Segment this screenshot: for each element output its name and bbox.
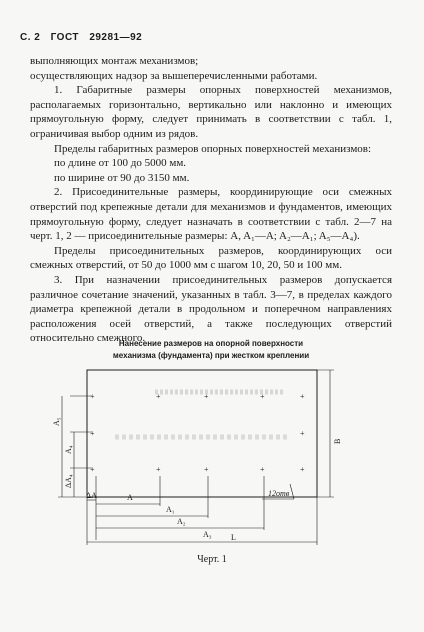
- paragraph-1: 1. Габаритные размеры опорных поверхностей механизмов, располагаемых горизонтально, вертикально или наклонно и имеющих прямоугольную форму, следует принимать в соответствии с табл. 1, ограничивая выбор одним из рядов.: [30, 84, 392, 140]
- holes-label: 12отв: [268, 489, 290, 498]
- hole-marker: +: [204, 465, 209, 474]
- hole-marker: +: [90, 465, 95, 474]
- dim-label-delta-a4: ΔA₄: [64, 474, 73, 488]
- dim-label-a1: A₁: [166, 505, 175, 514]
- dim-label-a2: A₂: [177, 517, 186, 526]
- paragraph-4: Пределы присоединительных размеров, координирующих оси смежных отверстий, от 50 до 1000 мм с шагом 10, 20, 50 и 100 мм.: [30, 244, 392, 272]
- dim-label-a3: A₃: [203, 530, 212, 539]
- figure-caption-line-1: Нанесение размеров на опорной поверхности: [118, 339, 304, 348]
- page-number: С. 2: [20, 32, 41, 43]
- gost-label: ГОСТ: [50, 32, 80, 43]
- paragraph-2b: по ширине от 90 до 3150 мм.: [54, 171, 190, 184]
- hole-marker: +: [156, 392, 161, 401]
- dim-label-b: B: [333, 438, 342, 444]
- figure-title: Черт. 1: [197, 554, 227, 565]
- hole-marker: +: [90, 429, 95, 438]
- support-surface-outline: [87, 370, 317, 497]
- bottom-dimensions: [87, 476, 317, 545]
- paragraph-3: 2. Присоединительные размеры, координирующие оси смежных отверстий под крепежные детали для механизмов и фундаментов, имеющих прямоугольную форму, следует назначать в соответствии с табл. 2—7 на черт. 1, 2 — присоединительные размеры: A, A₁—A; A₂—A₁; A₅—A₄).: [30, 186, 392, 243]
- hole-marker: +: [156, 465, 161, 474]
- right-dimension: [317, 370, 334, 497]
- hole-marker: +: [300, 429, 305, 438]
- hole-marker: +: [204, 392, 209, 401]
- hole-marker: +: [260, 465, 265, 474]
- gost-number: 29281—92: [89, 32, 143, 43]
- dim-label-a4: A₄: [64, 445, 73, 454]
- paragraph-5: 3. При назначении присоединительных размеров допускается различное сочетание значений, указанных в табл. 3—7, в пределах каждого диаметра крепежной детали в продольном и поперечном направлениях расположения осей отверстий, а также последующих отверстий относительно смежного.: [30, 273, 392, 345]
- dim-label-l: L: [231, 533, 236, 542]
- paragraph-2: Пределы габаритных размеров опорных поверхностей механизмов:: [54, 142, 372, 155]
- figure-caption-line-2: механизма (фундамента) при жестком креплении: [112, 351, 310, 360]
- hole-marker: +: [300, 465, 305, 474]
- line-1: выполняющих монтаж механизмов;: [30, 55, 199, 67]
- dim-label-a5: A₅: [52, 417, 61, 426]
- hole-marker: +: [300, 392, 305, 401]
- paragraph-2a: по длине от 100 до 5000 мм.: [54, 157, 187, 170]
- hole-marker: +: [260, 392, 265, 401]
- dim-label-delta-a: ΔA: [86, 491, 97, 500]
- hole-marker: +: [90, 392, 95, 401]
- line-2: осуществляющих надзор за вышеперечисленными работами.: [30, 69, 318, 82]
- holes-bottom-row: [90, 465, 305, 474]
- dim-label-a: A: [127, 493, 133, 502]
